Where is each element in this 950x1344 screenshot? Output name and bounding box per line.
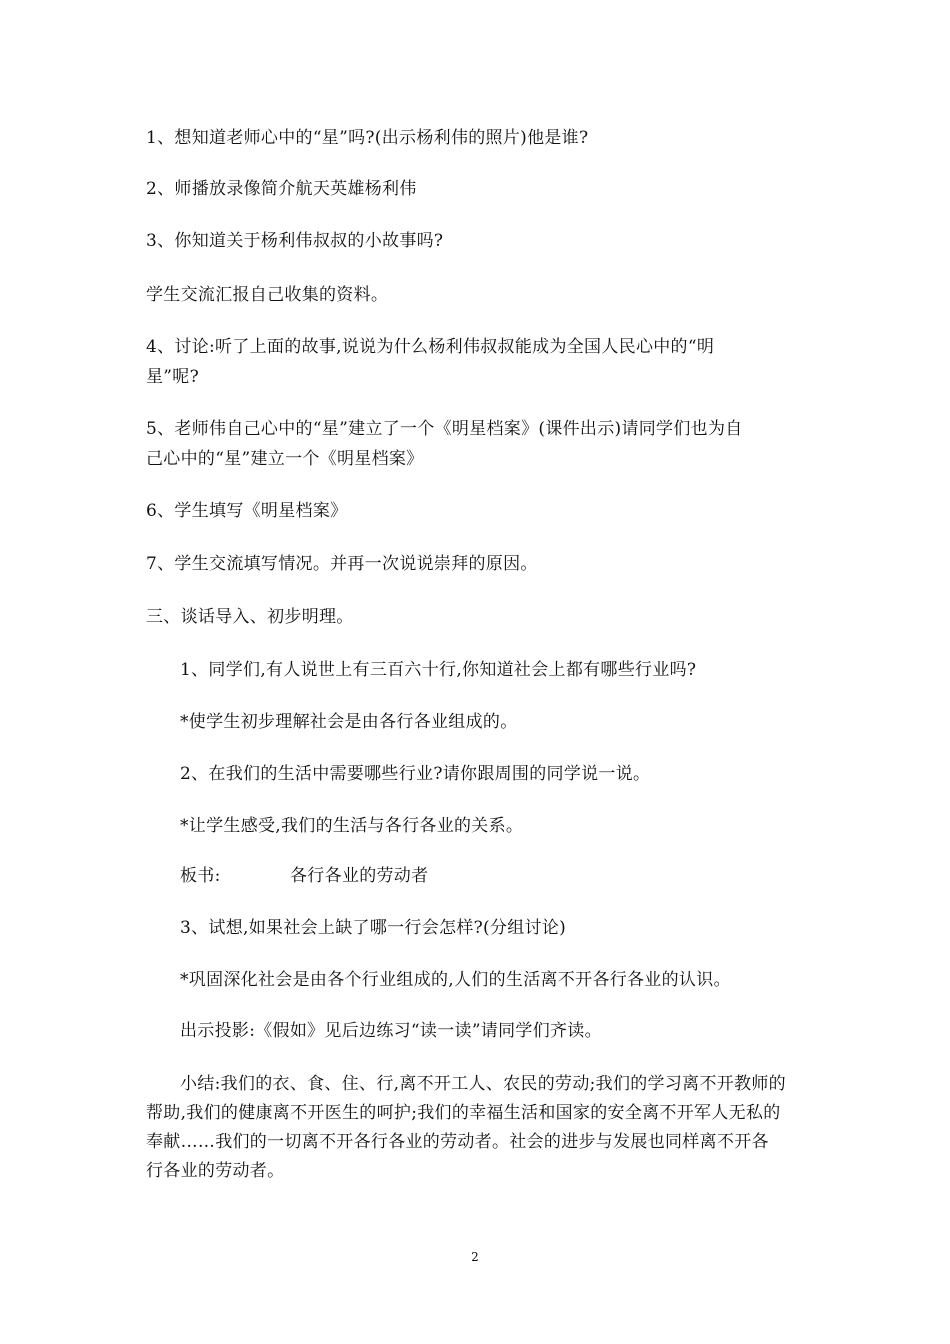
section-heading: 三、谈话导入、初步明理。 bbox=[146, 607, 354, 627]
board-text: 各行各业的劳动者 bbox=[290, 866, 429, 886]
text-line: 5、老师伟自己心中的“星”建立了一个《明星档案》(课件出示)请同学们也为自 bbox=[146, 419, 743, 439]
text-line: 学生交流汇报自己收集的资料。 bbox=[146, 285, 389, 305]
text-line: 星”呢? bbox=[146, 367, 200, 387]
board-label: 板书: bbox=[180, 866, 221, 886]
text-line: *使学生初步理解社会是由各行各业组成的。 bbox=[180, 712, 518, 732]
text-line: 7、学生交流填写情况。并再一次说说崇拜的原因。 bbox=[146, 554, 538, 574]
text-line: 出示投影:《假如》见后边练习“读一读”请同学们齐读。 bbox=[180, 1021, 602, 1041]
text-line: 己心中的“星”建立一个《明星档案》 bbox=[146, 449, 424, 469]
board-line bbox=[180, 865, 428, 887]
text-line: *让学生感受,我们的生活与各行各业的关系。 bbox=[180, 816, 524, 836]
text-line: 4、讨论:听了上面的故事,说说为什么杨利伟叔叔能成为全国人民心中的“明 bbox=[146, 337, 715, 357]
text-line: 2、师播放录像简介航天英雄杨利伟 bbox=[146, 179, 417, 199]
text-line: 1、想知道老师心中的“星”吗?(出示杨利伟的照片)他是谁? bbox=[146, 128, 589, 148]
text-line: 2、在我们的生活中需要哪些行业?请你跟周围的同学说一说。 bbox=[180, 764, 651, 784]
text-line: *巩固深化社会是由各个行业组成的,人们的生活离不开各行各业的认识。 bbox=[180, 970, 731, 990]
page-number: 2 bbox=[471, 1250, 479, 1264]
text-line: 3、你知道关于杨利伟叔叔的小故事吗? bbox=[146, 231, 444, 251]
summary-paragraph: 小结:我们的衣、食、住、行,离不开工人、农民的劳动;我们的学习离不开教师的帮助,我们的健康离不开医生的呵护;我们的幸福生活和国家的安全离不开军人无私的奉献……我们的一切离不开各行各业的劳动者。社会的进步与发展也同样离不开各行各业的劳动者。 bbox=[146, 1074, 786, 1181]
text-line: 1、同学们,有人说世上有三百六十行,你知道社会上都有哪些行业吗? bbox=[180, 660, 697, 680]
text-line: 6、学生填写《明星档案》 bbox=[146, 501, 348, 521]
text-line: 3、试想,如果社会上缺了哪一行会怎样?(分组讨论) bbox=[180, 918, 567, 938]
